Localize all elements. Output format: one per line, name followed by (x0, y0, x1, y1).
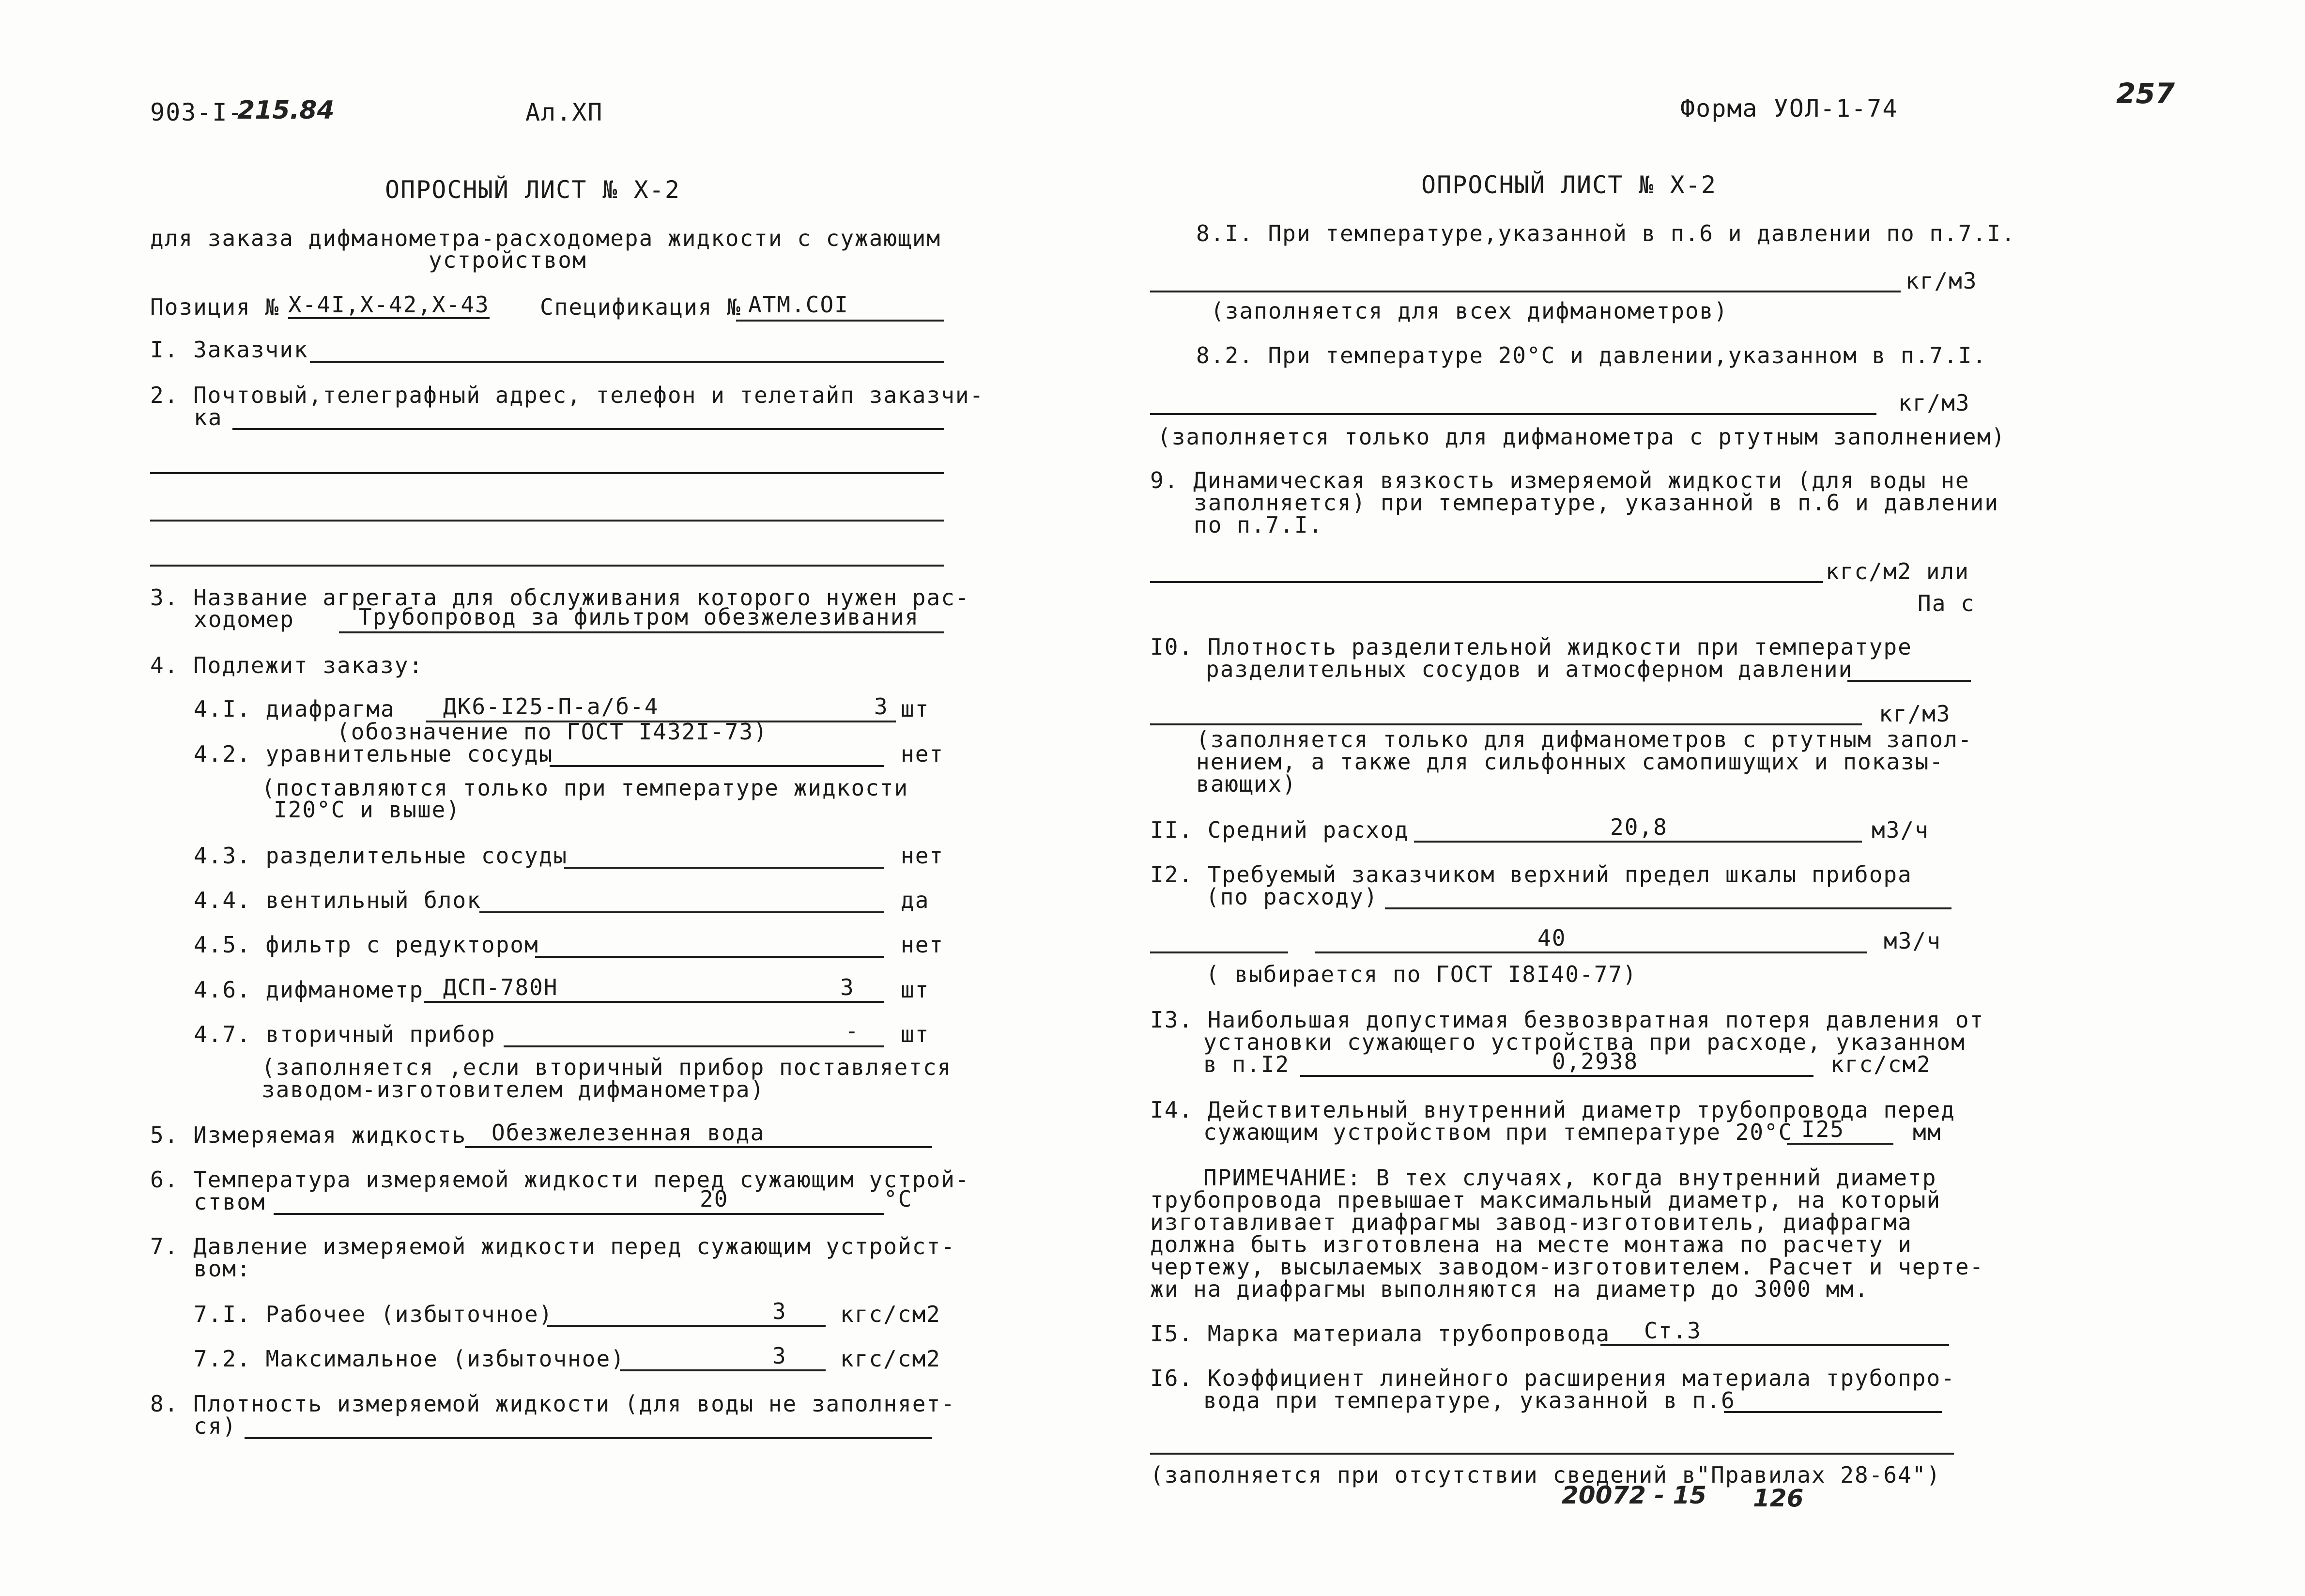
item-4-2-label: 4.2. уравнительные сосуды (194, 741, 553, 767)
note-line3: изготавливает диафрагмы завод-изготовитель, диафрагма (1150, 1209, 1912, 1235)
item-4-2-note-line1: (поставляются только при температуре жидкости (261, 775, 909, 801)
item-4-6-line (424, 1001, 884, 1003)
item-14-line (1787, 1143, 1893, 1145)
item-4-7-unit: шт (901, 1021, 930, 1047)
spec-line (736, 320, 944, 322)
item-4-4-value: да (901, 887, 930, 913)
item-4-2-note-line2: I20°C и выше) (274, 797, 461, 823)
item-10-note-line1: (заполняется только для дифманометров с ртутным запол- (1196, 726, 1973, 752)
item-13-unit: кгс/см2 (1830, 1051, 1931, 1077)
item-6-value: 20 (700, 1186, 729, 1212)
item-13-line (1300, 1075, 1813, 1077)
item-6-line2: ством (194, 1189, 266, 1215)
item-4-6-qty: 3 (840, 974, 855, 1000)
item-2-fill-3 (150, 520, 944, 522)
item-3-line (339, 631, 944, 633)
item-10-unit: кг/м3 (1879, 701, 1951, 727)
item-5-label: 5. Измеряемая жидкость (150, 1122, 467, 1148)
position-value: X-4I,X-42,X-43 (288, 293, 490, 319)
page-number: 257 (2116, 77, 2175, 110)
item-11-value: 20,8 (1610, 814, 1668, 840)
item-2-fill-1 (232, 428, 944, 430)
album-label: Ал.XП (525, 98, 603, 126)
item-11-label: II. Средний расход (1150, 817, 1409, 843)
item-8-1-unit: кг/м3 (1905, 268, 1978, 294)
item-4-1-qty: 3 (874, 693, 889, 720)
item-7-1-label: 7.I. Рабочее (избыточное) (194, 1301, 553, 1327)
item-11-line (1414, 841, 1862, 843)
note-line1: ПРИМЕЧАНИЕ: В тех случаях, когда внутренний диаметр (1203, 1165, 1937, 1191)
item-5-line (465, 1146, 932, 1148)
item-4-6-value: ДСП-780Н (443, 974, 558, 1000)
item-2-fill-4 (150, 565, 944, 567)
item-8-line2: ся) (194, 1413, 237, 1439)
item-7-1-line (547, 1325, 826, 1327)
left-subtitle-line2: устройством (429, 247, 587, 273)
item-7-line2: вом: (194, 1256, 251, 1282)
item-3-value: Трубопровод за фильтром обезжелезивания (358, 604, 920, 630)
item-6-unit: °C (884, 1186, 913, 1212)
item-6-line1: 6. Температура измеряемой жидкости перед сужающим устрой- (150, 1166, 970, 1193)
item-8-2-label: 8.2. При температуре 20°C и давлении,указанном в п.7.I. (1196, 342, 1987, 368)
item-8-1-label: 8.I. При температуре,указанной в п.6 и давлении по п.7.I. (1196, 220, 2016, 246)
item-10-note-line3: вающих) (1196, 771, 1297, 797)
item-7-2-line (620, 1369, 826, 1371)
item-14-value: I25 (1801, 1116, 1845, 1142)
item-4-4-label: 4.4. вентильный блок (194, 887, 481, 913)
item-10-line-b (1150, 723, 1862, 725)
item-3-line2: ходомер (194, 606, 294, 632)
right-title: ОПРОСНЫЙ ЛИСТ № X-2 (1421, 171, 1717, 199)
item-13-line1: I3. Наибольшая допустимая безвозвратная потеря давления от (1150, 1007, 1984, 1033)
item-2-line2: ка (194, 404, 223, 430)
item-8-1-line (1150, 291, 1901, 292)
note-line4: должна быть изготовлена на месте монтажа по расчету и (1150, 1231, 1912, 1258)
item-1-line (310, 361, 944, 363)
item-15-label: I5. Марка материала трубопровода (1150, 1320, 1611, 1347)
item-4-5-label: 4.5. фильтр с редуктором (194, 932, 539, 958)
item-9-unit1: кгс/м2 или (1826, 558, 1969, 584)
item-8-2-unit: кг/м3 (1898, 390, 1970, 416)
item-10-line2: разделительных сосудов и атмосферном давлении (1206, 656, 1853, 682)
item-13-value: 0,2938 (1552, 1048, 1639, 1074)
item-7-2-value: 3 (772, 1343, 787, 1369)
item-10-line-a (1847, 680, 1971, 682)
item-9-line3: по п.7.I. (1194, 512, 1323, 538)
footer-handwritten-sheet: 126 (1753, 1484, 1804, 1512)
item-4-2-line (550, 765, 884, 767)
footer-handwritten-code: 20072 - 15 (1562, 1481, 1707, 1509)
item-7-line1: 7. Давление измеряемой жидкости перед сужающим устройст- (150, 1233, 955, 1259)
item-12-line-c (1315, 951, 1867, 953)
item-1-label: I. Заказчик (150, 337, 308, 363)
item-4-label: 4. Подлежит заказу: (150, 652, 424, 678)
item-4-1-note: (обозначение по ГОСТ I432I-73) (337, 719, 768, 745)
item-9-line1: 9. Динамическая вязкость измеряемой жидкости (для воды не (1150, 467, 1970, 493)
item-12-line-b (1150, 951, 1288, 953)
doc-code: 903-I- (150, 98, 244, 126)
spec-value: ATM.COI (748, 292, 849, 318)
item-14-line1: I4. Действительный внутренний диаметр трубопровода перед (1150, 1097, 1955, 1123)
item-15-line (1600, 1344, 1949, 1346)
item-4-1-label: 4.I. диафрагма (194, 696, 395, 722)
item-16-line-b (1150, 1453, 1954, 1455)
item-6-line (274, 1213, 884, 1215)
note-line2: трубопровода превышает максимальный диаметр, на который (1150, 1187, 1941, 1213)
item-4-1-unit: шт (901, 696, 930, 722)
item-12-line2: (по расходу) (1206, 884, 1379, 910)
item-16-note: (заполняется при отсутствии сведений в"Правилах 28-64") (1150, 1462, 1941, 1488)
item-3-line1: 3. Название агрегата для обслуживания которого нужен рас- (150, 584, 970, 611)
item-12-line1: I2. Требуемый заказчиком верхний предел шкалы прибора (1150, 861, 1912, 888)
item-8-line (245, 1437, 932, 1439)
item-4-3-line (564, 867, 884, 869)
item-16-line1: I6. Коэффициент линейного расширения материала трубопро- (1150, 1365, 1955, 1391)
item-4-3-value: нет (901, 843, 944, 869)
item-4-7-note-line1: (заполняется ,если вторичный прибор поставляется (261, 1054, 952, 1080)
left-title: ОПРОСНЫЙ ЛИСТ № X-2 (385, 176, 680, 204)
item-14-unit: мм (1913, 1119, 1942, 1145)
left-subtitle-line1: для заказа дифманометра-расходомера жидкости с сужающим (150, 225, 941, 251)
doc-code-handwritten: 215.84 (237, 96, 335, 125)
note-line6: жи на диафрагмы выполняются на диаметр до 3000 мм. (1150, 1276, 1869, 1302)
item-4-5-value: нет (901, 932, 944, 958)
item-13-line2: установки сужающего устройства при расходе, указанном (1203, 1029, 1966, 1055)
item-12-line-a (1385, 907, 1952, 909)
item-8-2-line (1150, 413, 1876, 415)
item-4-5-line (535, 956, 884, 958)
item-4-3-label: 4.3. разделительные сосуды (194, 843, 568, 869)
item-15-value: Ст.3 (1644, 1318, 1702, 1344)
item-12-value: 40 (1537, 925, 1567, 951)
item-9-unit2: Па с (1918, 590, 1975, 616)
item-7-1-value: 3 (772, 1298, 787, 1324)
item-4-2-value: нет (901, 741, 944, 767)
item-4-4-line (479, 911, 884, 913)
item-2-fill-2 (150, 472, 944, 474)
spec-label: Спецификация № (540, 294, 741, 320)
item-7-2-unit: кгс/см2 (840, 1346, 941, 1372)
item-10-line1: I0. Плотность разделительной жидкости при температуре (1150, 634, 1912, 660)
item-7-2-label: 7.2. Максимальное (избыточное) (194, 1346, 625, 1372)
item-9-line (1150, 581, 1823, 583)
item-16-line-a (1724, 1411, 1942, 1413)
item-16-line2: вода при температуре, указанной в п.6 (1203, 1387, 1736, 1413)
item-8-2-note: (заполняется только для дифманометра с ртутным заполнением) (1157, 424, 2006, 450)
item-4-7-line (504, 1045, 884, 1047)
position-label: Позиция № (150, 294, 280, 320)
item-4-1-value: ДК6-I25-П-а/б-4 (443, 693, 659, 720)
item-9-line2: заполняется) при температуре, указанной в п.6 и давлении (1194, 490, 1999, 516)
form-label: Форма УОЛ-1-74 (1680, 94, 1898, 123)
item-4-6-label: 4.6. дифманометр (194, 977, 424, 1003)
item-11-unit: м3/ч (1872, 817, 1929, 843)
item-5-value: Обезжелезенная вода (492, 1120, 765, 1146)
item-10-note-line2: нением, а также для сильфонных самопишущих и показы- (1196, 749, 1944, 775)
item-8-1-note: (заполняется для всех дифманометров) (1211, 298, 1728, 324)
item-14-line2: сужающим устройством при температуре 20°C (1203, 1119, 1793, 1145)
item-12-note: ( выбирается по ГОСТ I8I40-77) (1206, 961, 1637, 987)
item-2-line1: 2. Почтовый,телеграфный адрес, телефон и телетайп заказчи- (150, 382, 984, 408)
item-4-7-qty: - (845, 1018, 860, 1044)
item-12-unit: м3/ч (1884, 928, 1941, 954)
item-4-6-unit: шт (901, 977, 930, 1003)
item-4-7-note-line2: заводом-изготовителем дифманометра) (261, 1076, 765, 1103)
item-8-line1: 8. Плотность измеряемой жидкости (для воды не заполняет- (150, 1391, 955, 1417)
item-4-7-label: 4.7. вторичный прибор (194, 1021, 496, 1047)
item-13-line3: в п.I2 (1203, 1051, 1290, 1077)
note-line5: чертежу, высылаемых заводом-изготовителем. Расчет и черте- (1150, 1254, 1984, 1280)
item-7-1-unit: кгс/см2 (840, 1301, 941, 1327)
